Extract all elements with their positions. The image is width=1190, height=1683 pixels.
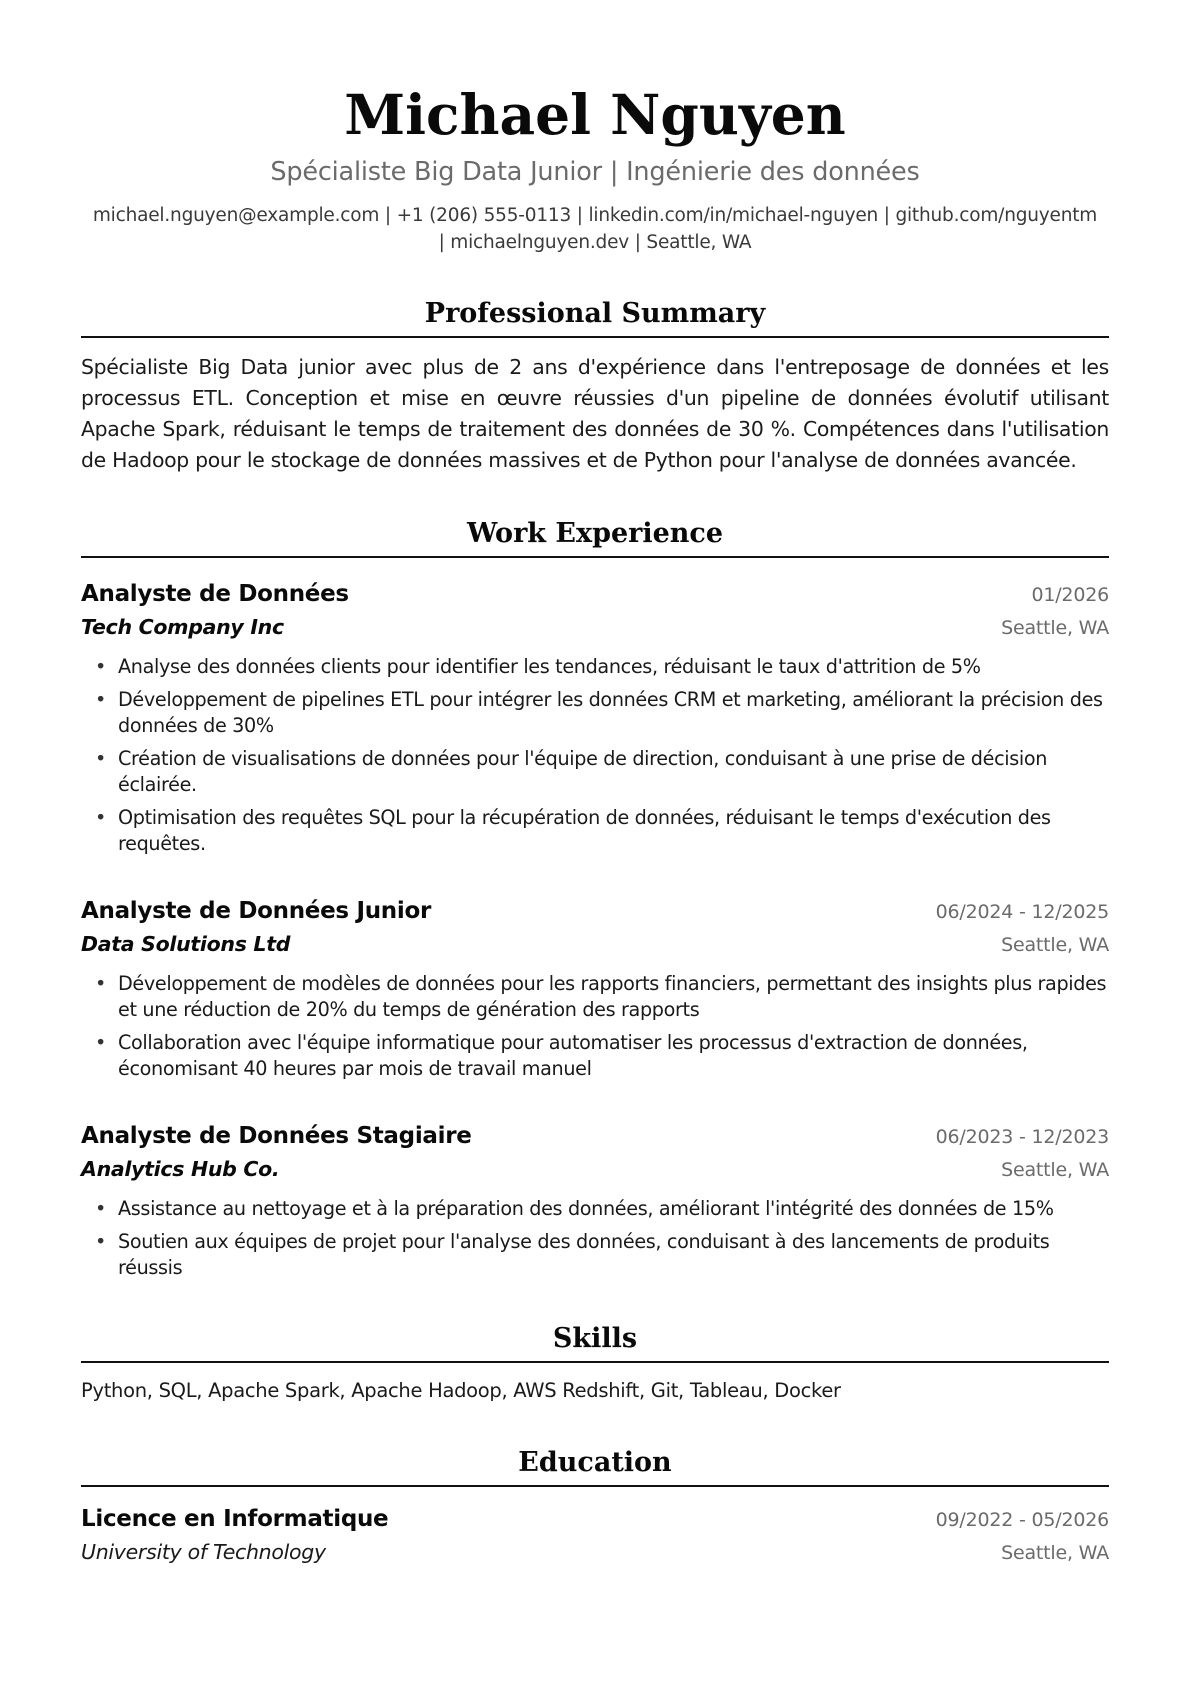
skills-list: Python, SQL, Apache Spark, Apache Hadoop, AWS Redshift, Git, Tableau, Docker [81,1379,841,1402]
resume-header [81,82,1109,256]
education-section [81,1445,1109,1569]
skills-heading: Skills [81,1321,1109,1363]
summary-text: Spécialiste Big Data junior avec plus de 2 ans d'expérience dans l'entreposage de données et les processus ETL. Conception et mise en œuvre réussies d'un pipeline de données évolutif utilisant Apache Spark, réduisant le temps de traitement des données de 30 %. Compétences dans l'utilisation de Hadoop pour le stockage de données massives et de Python pour l'analyse de données avancée. [81,355,1109,472]
job-date: 06/2023 - 12/2023 [935,1126,1109,1148]
job-bullet: • Optimisation des requêtes SQL pour la récupération de données, réduisant le temps d'exécution des requêtes. [81,805,1109,857]
summary-section [81,296,1109,476]
job-bullets [81,971,1109,1082]
job-date: 01/2026 [1031,584,1109,606]
contact-info [81,202,1109,256]
experience-heading: Work Experience [81,516,1109,558]
job-company: Data Solutions Ltd [81,932,291,956]
job-title: Analyste de Données Junior [81,898,432,924]
job-bullets [81,654,1109,857]
job-date: 06/2024 - 12/2025 [935,901,1109,923]
job-location: Seattle, WA [1001,1159,1109,1181]
summary-heading: Professional Summary [81,296,1109,338]
job-title: Analyste de Données [81,581,349,607]
candidate-name: Michael Nguyen [344,82,846,147]
skills-section [81,1321,1109,1405]
job-company: Analytics Hub Co. [81,1157,280,1181]
job-bullets [81,1196,1109,1281]
job-company: Tech Company Inc [81,615,284,639]
job-bullet: • Développement de pipelines ETL pour intégrer les données CRM et marketing, améliorant la précision des données de 30% [81,687,1109,739]
experience-section [81,516,1109,1281]
education-heading: Education [81,1445,1109,1487]
contact-line-1: michael.nguyen@example.com | +1 (206) 555-0113 | linkedin.com/in/michael-nguyen | github.com/nguyentm [92,205,1098,226]
job-entry [81,578,1109,857]
job-bullet: • Assistance au nettoyage et à la préparation des données, améliorant l'intégrité des données de 15% [81,1196,1109,1222]
job-bullet: • Création de visualisations de données pour l'équipe de direction, conduisant à une prise de décision éclairée. [81,746,1109,798]
job-entry [81,1120,1109,1281]
education-location: Seattle, WA [1001,1542,1109,1564]
contact-line-2: | michaelnguyen.dev | Seattle, WA [438,232,752,253]
job-title: Analyste de Données Stagiaire [81,1123,472,1149]
education-entry [81,1503,1109,1569]
job-location: Seattle, WA [1001,934,1109,956]
degree-title: Licence en Informatique [81,1506,389,1532]
school-name: University of Technology [81,1540,326,1564]
job-entry [81,895,1109,1082]
job-bullet: • Collaboration avec l'équipe informatique pour automatiser les processus d'extraction de données, économisant 40 heures par mois de travail manuel [81,1030,1109,1082]
candidate-tagline: Spécialiste Big Data Junior | Ingénierie des données [270,157,920,187]
job-bullet: • Analyse des données clients pour identifier les tendances, réduisant le taux d'attrition de 5% [81,654,1109,680]
job-location: Seattle, WA [1001,617,1109,639]
job-bullet: • Soutien aux équipes de projet pour l'analyse des données, conduisant à des lancements de produits réussis [81,1229,1109,1281]
job-bullet: • Développement de modèles de données pour les rapports financiers, permettant des insights plus rapides et une réduction de 20% du temps de génération des rapports [81,971,1109,1023]
education-date: 09/2022 - 05/2026 [935,1509,1109,1531]
